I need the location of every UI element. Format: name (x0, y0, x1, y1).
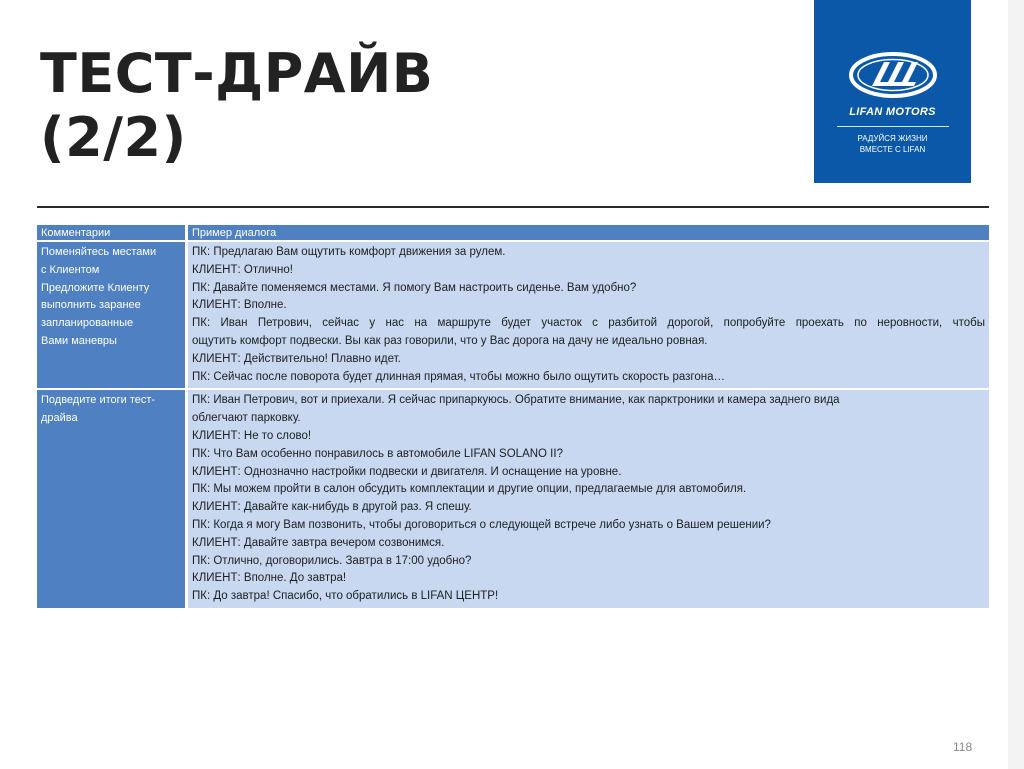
header-comments: Комментарии (37, 225, 188, 240)
logo-tagline-1: РАДУЙСЯ ЖИЗНИ (857, 134, 928, 143)
lifan-emblem-icon (848, 50, 938, 100)
lifan-logo (814, 0, 971, 183)
dialog-line: ПК: Иван Петрович, вот и приехали. Я сейчас припаркуюсь. Обратите внимание, как парктроники и камера заднего вида (192, 394, 840, 407)
logo-tagline-2: ВМЕСТЕ С LIFAN (859, 145, 926, 154)
dialog-line: ПК: Отлично, договорились. Завтра в 17:00 удобно? (192, 554, 472, 567)
header-dialog-example: Пример диалога (188, 225, 989, 240)
dialog-line: КЛИЕНТ: Давайте завтра вечером созвонимся. (192, 536, 445, 549)
dialog-line: КЛИЕНТ: Отлично! (192, 263, 293, 276)
dialog-line: ПК: Иван Петрович, сейчас у нас на маршруте будет участок с разбитой дорогой, попробуйте проехать по неровности, чтобы (192, 317, 985, 330)
dialog-line: ощутить комфорт подвески. Вы как раз говорили, что у Вас дорога на дачу не идеально ровная. (192, 334, 708, 347)
row-1-comment (37, 242, 188, 388)
page-number: 118 (953, 740, 973, 754)
dialog-line: КЛИЕНТ: Вполне. До завтра! (192, 572, 347, 585)
title-line-1: ТЕСТ-ДРАЙВ (40, 42, 434, 105)
table-row (37, 390, 989, 608)
dialog-line: ПК: Давайте поменяемся местами. Я помогу Вам настроить сиденье. Вам удобно? (192, 281, 637, 294)
dialog-line: КЛИЕНТ: Не то слово! (192, 429, 312, 442)
logo-tagline (857, 133, 927, 155)
dialog-line: ПК: Когда я могу Вам позвонить, чтобы договориться о следующей встрече либо узнать о Вашем решении? (192, 518, 771, 531)
comment-line: с Клиентом (41, 263, 100, 276)
dialog-line: КЛИЕНТ: Вполне. (192, 299, 287, 312)
table-header-row (37, 225, 989, 240)
dialog-line: облегчают парковку. (192, 412, 301, 425)
comment-line: Поменяйтесь местами (41, 246, 157, 258)
comment-line: запланированные (41, 317, 134, 330)
title-line-2: (2/2) (40, 106, 187, 169)
dialog-line: КЛИЕНТ: Действительно! Плавно идет. (192, 352, 401, 365)
dialog-line: ПК: До завтра! Спасибо, что обратились в LIFAN ЦЕНТР! (192, 590, 499, 603)
logo-divider (837, 126, 949, 127)
right-edge-strip (1008, 0, 1024, 769)
dialog-table (37, 223, 989, 610)
title-divider (37, 206, 989, 208)
dialog-line: ПК: Мы можем пройти в салон обсудить комплектации и другие опции, предлагаемые для автомобиля. (192, 483, 747, 496)
dialog-line: ПК: Что Вам особенно понравилось в автомобиле LIFAN SOLANO II? (192, 447, 563, 460)
comment-line: выполнить заранее (41, 299, 141, 312)
table-row (37, 242, 989, 388)
dialog-line: ПК: Предлагаю Вам ощутить комфорт движения за рулем. (192, 246, 506, 258)
comment-line: Вами маневры (41, 334, 117, 347)
comment-line: Подведите итоги тест- (41, 394, 156, 407)
comment-line: Предложите Клиенту (41, 281, 150, 294)
row-2-comment (37, 390, 188, 608)
dialog-line: КЛИЕНТ: Давайте как-нибудь в другой раз. Я спешу. (192, 501, 472, 514)
dialog-line: ПК: Сейчас после поворота будет длинная прямая, чтобы можно было ощутить скорость разгона… (192, 370, 726, 383)
slide-title (40, 42, 740, 170)
comment-line: драйва (41, 412, 78, 425)
row-2-dialog (188, 390, 989, 608)
row-1-dialog (188, 242, 989, 388)
logo-brand-text: LIFAN MOTORS (849, 106, 936, 118)
dialog-line: КЛИЕНТ: Однозначно настройки подвески и двигателя. И оснащение на уровне. (192, 465, 622, 478)
